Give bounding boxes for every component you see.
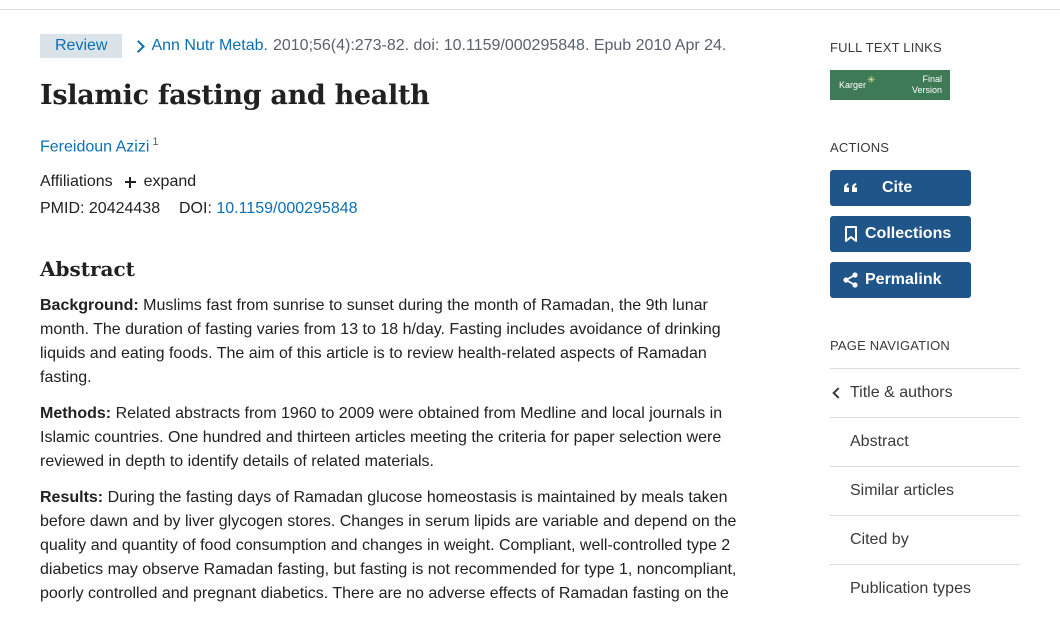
nav-item-publication-types[interactable]	[830, 564, 1020, 613]
article-title: Islamic fasting and health	[40, 80, 430, 111]
abstract-section-text: Related abstracts from 1960 to 2009 were obtained from Medline and local journals in Islamic countries. One hundred and thirteen articles meeting the criteria for paper selection were reviewed in depth to identify details of related materials.	[40, 405, 723, 470]
cite-button[interactable]	[830, 170, 971, 206]
doi-label: DOI:	[179, 200, 212, 217]
share-icon	[842, 271, 860, 289]
citation-details: 2010;56(4):273-82. doi: 10.1159/000295848. Epub 2010 Apr 24.	[272, 37, 727, 54]
nav-item-cited-by[interactable]	[830, 515, 1020, 564]
nav-item-label: Abstract	[850, 433, 909, 450]
abstract-methods	[40, 402, 760, 474]
nav-item-label: Title & authors	[850, 384, 953, 401]
doi-link[interactable]: 10.1159/000295848	[216, 200, 358, 217]
nav-item-label: Similar articles	[850, 482, 955, 499]
page-navigation-list	[830, 368, 1020, 613]
abstract-section-text: Muslims fast from sunrise to sunset during the month of Ramadan, the 9th lunar month. The duration of fasting varies from 13 to 18 h/day. Fasting includes avoidance of drinking liquids and eating foods. The aim of this article is to review health-related aspects of Ramadan fasting.	[40, 297, 721, 386]
karger-line2: Version	[911, 85, 942, 95]
nav-item-title-authors[interactable]	[830, 368, 1020, 417]
abstract-section-label: Methods:	[40, 405, 112, 422]
karger-logo-icon: ✳	[867, 75, 876, 86]
permalink-button[interactable]	[830, 262, 971, 298]
abstract-background	[40, 294, 760, 390]
actions-heading: ACTIONS	[830, 140, 890, 155]
abstract-section-text: During the fasting days of Ramadan glucose homeostasis is maintained by meals taken before dawn and by liver glycogen stores. Changes in serum lipids are variable and depend on the quality and quantity of food consumption and changes in weight. Compliant, well-controlled type 2 diabetics may observe Ramadan fasting, but fasting is not recommended for type 1, noncompliant, poorly controlled and pregnant diabetics. There are no adverse effects of Ramadan fasting on the	[40, 489, 737, 602]
citation-line	[40, 34, 726, 58]
affiliations-toggle[interactable]	[40, 173, 196, 191]
author-link[interactable]: Fereidoun Azizi	[40, 138, 150, 156]
chevron-left-icon	[832, 387, 843, 398]
quote-icon	[842, 179, 860, 197]
abstract-results	[40, 486, 760, 606]
karger-brand: Karger	[839, 80, 867, 90]
nav-item-similar-articles[interactable]	[830, 466, 1020, 515]
pmid-label: PMID:	[40, 200, 85, 217]
expand-label: expand	[143, 173, 197, 190]
bookmark-icon	[842, 225, 860, 243]
cite-label: Cite	[882, 179, 913, 196]
top-divider	[0, 9, 1060, 10]
karger-full-text-link[interactable]	[830, 70, 950, 100]
abstract-heading: Abstract	[40, 257, 135, 281]
karger-version-label	[912, 74, 942, 96]
page-navigation-heading: PAGE NAVIGATION	[830, 338, 951, 353]
journal-link[interactable]: Ann Nutr Metab.	[151, 37, 268, 54]
collections-label: Collections	[865, 225, 952, 242]
full-text-links-heading: FULL TEXT LINKS	[830, 40, 942, 55]
article-type-badge[interactable]: Review	[40, 34, 122, 58]
authors-list	[40, 136, 159, 156]
pmid-value: 20424438	[88, 200, 161, 217]
collections-button[interactable]	[830, 216, 971, 252]
nav-item-abstract[interactable]	[830, 417, 1020, 466]
plus-icon	[125, 177, 136, 188]
abstract-body	[40, 294, 760, 618]
affiliations-label: Affiliations	[40, 173, 113, 190]
affiliation-ref[interactable]: 1	[152, 136, 159, 148]
nav-item-label: Cited by	[850, 531, 909, 548]
abstract-section-label: Background:	[40, 297, 139, 314]
chevron-right-icon	[133, 40, 146, 53]
permalink-label: Permalink	[865, 271, 942, 288]
karger-line1: Final	[922, 74, 942, 84]
abstract-section-label: Results:	[40, 489, 104, 506]
identifiers	[40, 200, 358, 218]
nav-item-label: Publication types	[850, 580, 971, 597]
